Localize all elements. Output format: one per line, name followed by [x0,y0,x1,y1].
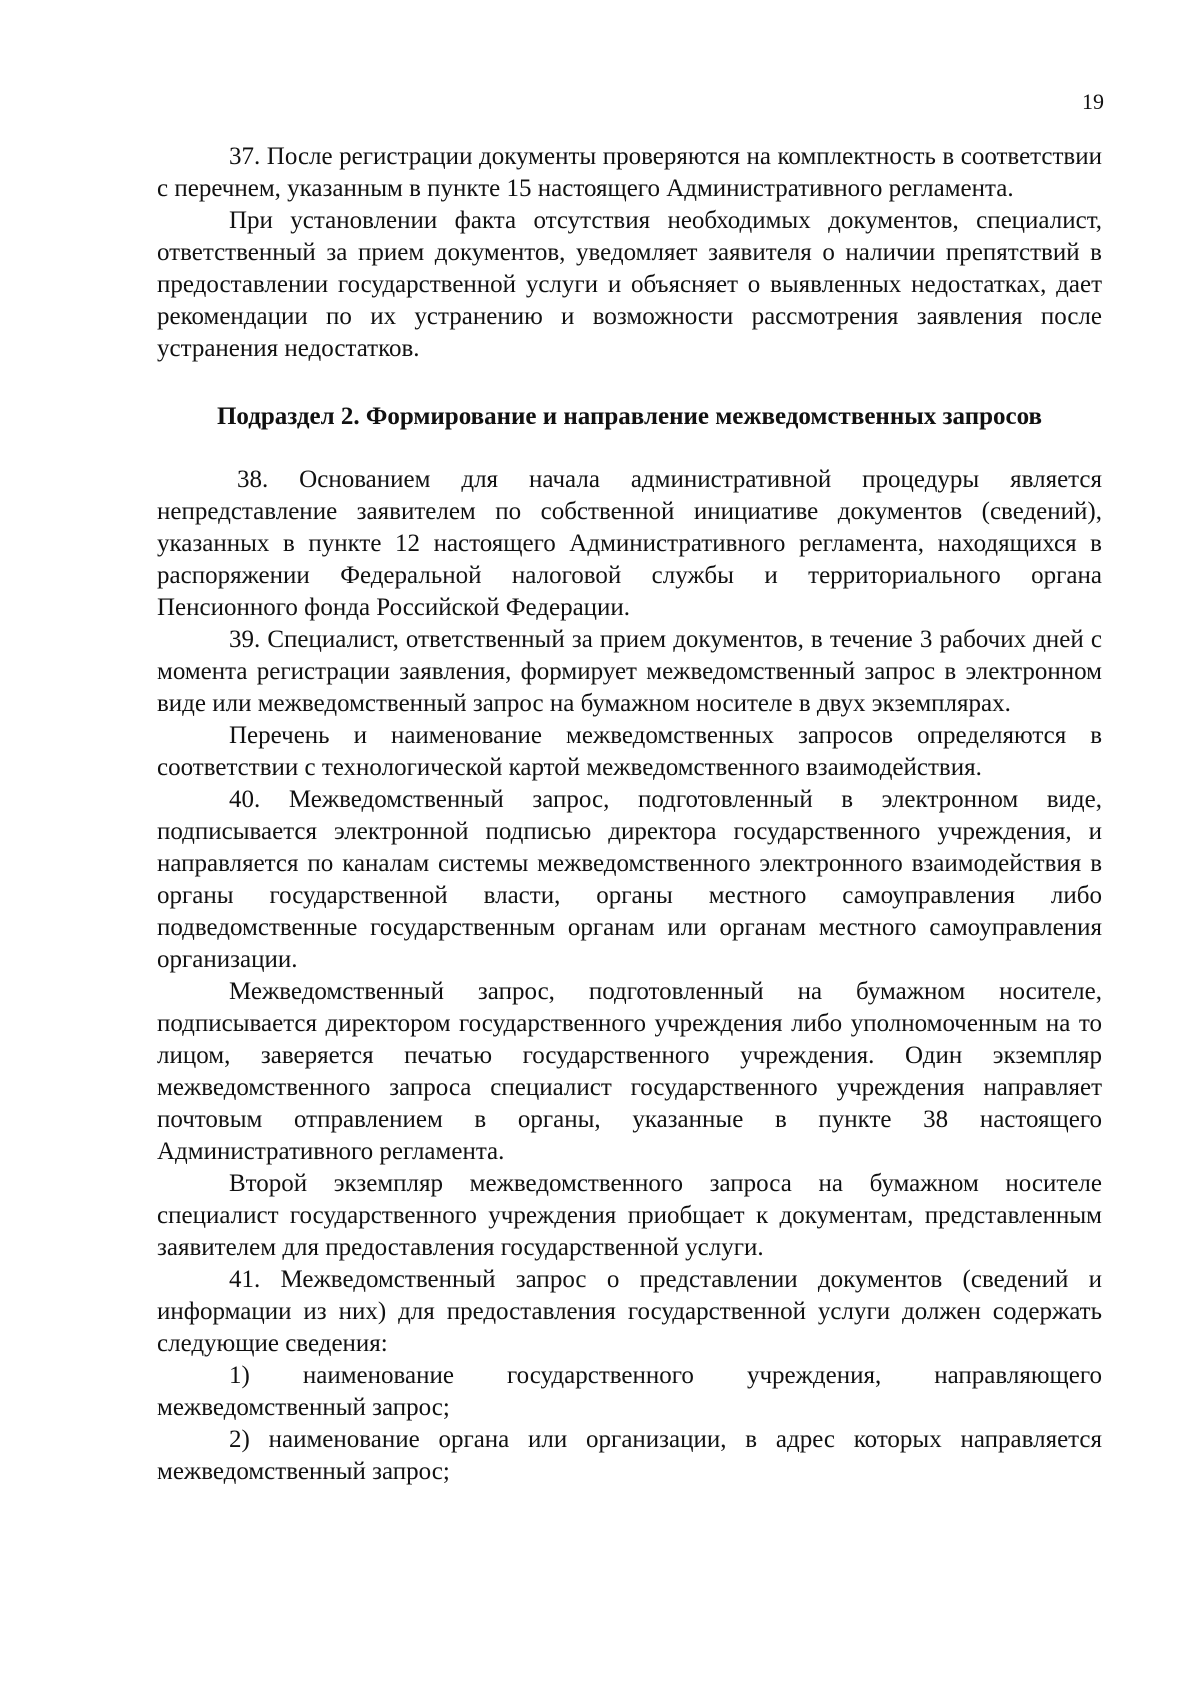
subsection-heading: Подраздел 2. Формирование и направление межведомственных запросов [216,403,1042,430]
document-body [157,141,1102,1488]
paragraph-39: 39. Специалист, ответственный за прием документов, в течение 3 рабочих дней с момента регистрации заявления, формирует межведомственный запрос в электронном виде или межведомственный запрос на бумажном носителе в двух экземплярах. [157,626,1102,717]
paragraph-41-item-2: 2) наименование органа или организации, в адрес которых направляется межведомственный запрос; [157,1426,1102,1485]
paragraph-40-continuation-2: Второй экземпляр межведомственного запроса на бумажном носителе специалист государственного учреждения приобщает к документам, представленным заявителем для предоставления государственной услуги. [157,1170,1102,1261]
paragraph-40: 40. Межведомственный запрос, подготовленный в электронном виде, подписывается электронной подписью директора государственного учреждения, и направляется по каналам системы межведомственного электронного взаимодействия в органы государственной власти, органы местного самоуправления либо подведомственные государственным органам или органам местного самоуправления организации. [157,786,1102,973]
paragraph-41-item-1: 1) наименование государственного учреждения, направляющего межведомственный запрос; [157,1362,1102,1421]
paragraph-39-continuation: Перечень и наименование межведомственных запросов определяются в соответствии с технологической картой межведомственного взаимодействия. [157,722,1102,781]
paragraph-38: 38. Основанием для начала административной процедуры является непредставление заявителем по собственной инициативе документов (сведений), указанных в пункте 12 настоящего Административного регламента, находящихся в распоряжении Федеральной налоговой службы и территориального органа Пенсионного фонда Российской Федерации. [157,466,1102,621]
paragraph-41: 41. Межведомственный запрос о представлении документов (сведений и информации из них) для предоставления государственной услуги должен содержать следующие сведения: [157,1266,1102,1357]
paragraph-37-continuation: При установлении факта отсутствия необходимых документов, специалист, ответственный за прием документов, уведомляет заявителя о наличии препятствий в предоставлении государственной услуги и объясняет о выявленных недостатках, дает рекомендации по их устранению и возможности рассмотрения заявления после устранения недостатков. [157,207,1102,362]
page-number: 19 [1082,89,1104,114]
paragraph-40-continuation-1: Межведомственный запрос, подготовленный на бумажном носителе, подписывается директором государственного учреждения либо уполномоченным на то лицом, заверяется печатью государственного учреждения. Один экземпляр межведомственного запроса специалист государственного учреждения направляет почтовым отправлением в органы, указанные в пункте 38 настоящего Административного регламента. [157,978,1102,1165]
paragraph-37: 37. После регистрации документы проверяются на комплектность в соответствии с перечнем, указанным в пункте 15 настоящего Административного регламента. [157,143,1102,202]
